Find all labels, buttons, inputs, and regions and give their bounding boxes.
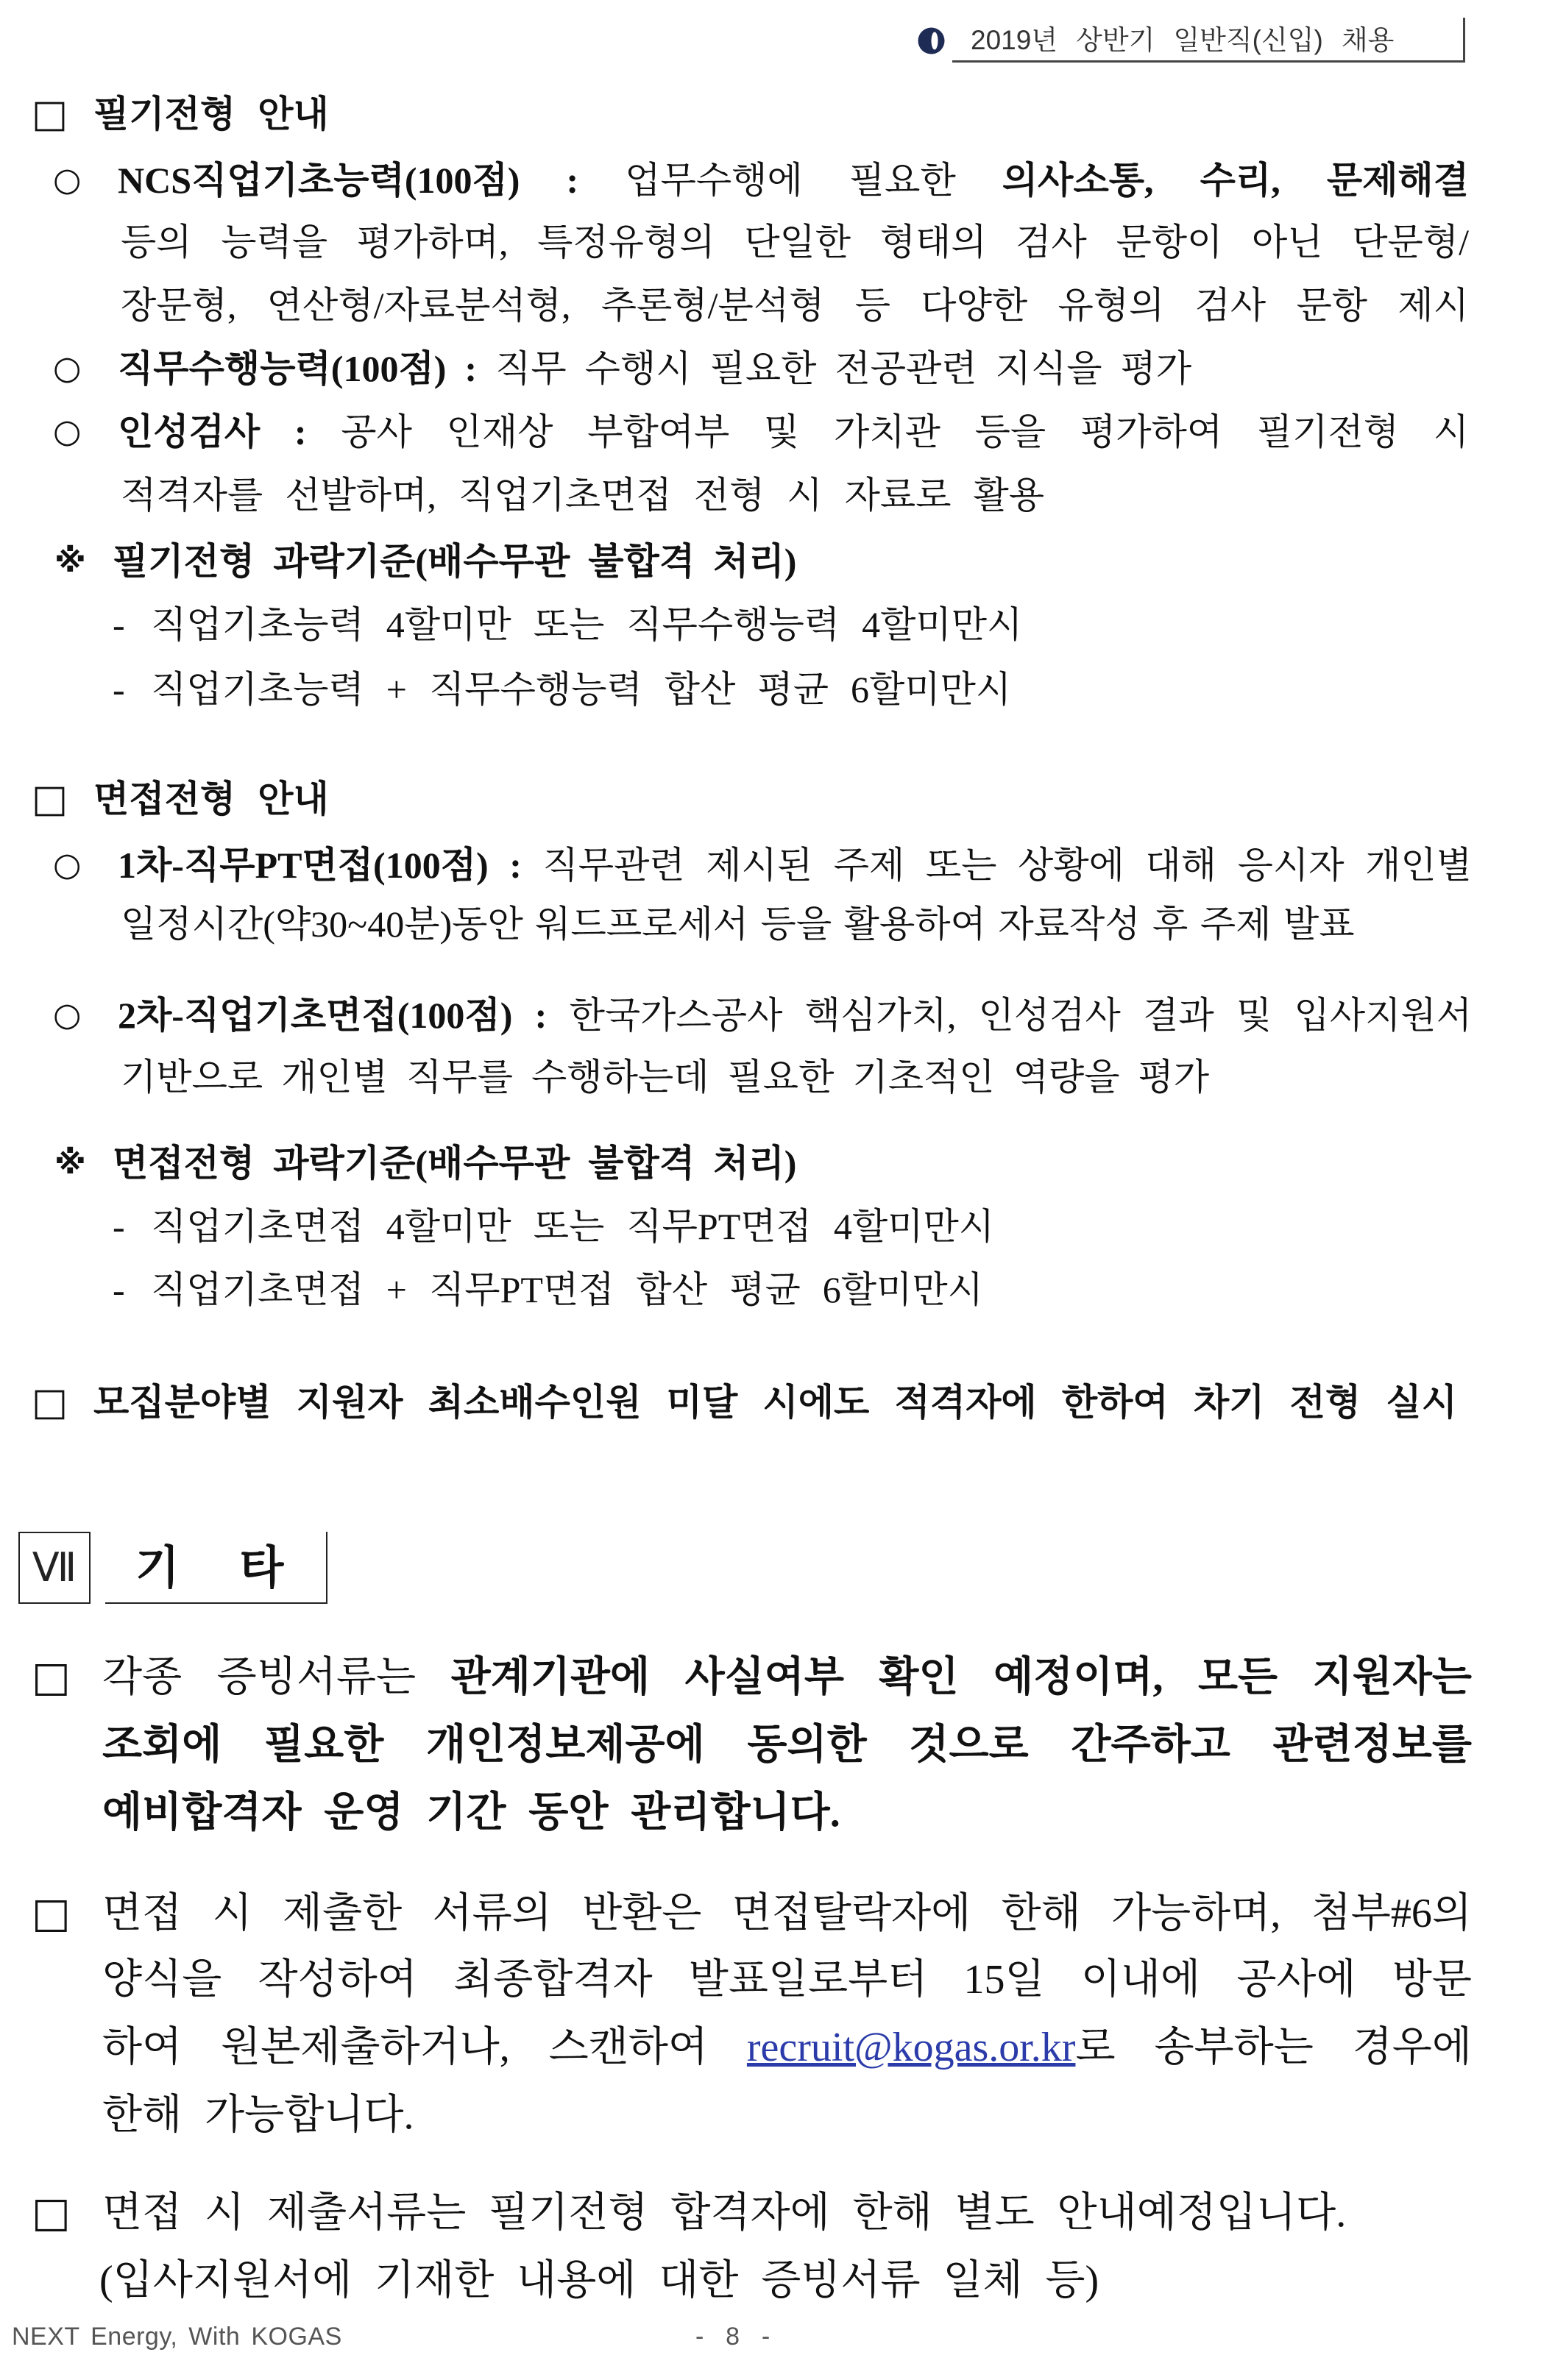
heading-box-marker: □	[32, 1889, 71, 1937]
document-return-line-4: 한해 가능합니다.	[102, 2092, 414, 2138]
first-interview-text: 직무관련 제시된 주제 또는 상황에 대해 응시자 개인별	[542, 845, 1473, 886]
ncs-emphasis: 의사소통, 수리, 문제해결	[1002, 160, 1470, 201]
written-exam-heading-text: 필기전형 안내	[93, 93, 329, 135]
interview-heading-text: 면접전형 안내	[93, 778, 329, 820]
reference-mark: ※	[54, 1144, 86, 1182]
verification-emphasis-3: 예비합격자 운영 기간 동안 관리합니다.	[102, 1790, 840, 1836]
heading-box-marker: □	[32, 92, 68, 136]
written-cutoff-rule: 직업기초능력 + 직무수행능력 합산 평균 6할미만시	[151, 669, 1012, 710]
first-interview-line	[118, 836, 1472, 895]
personality-line-2: 적격자를 선발하며, 직업기초면접 전형 시 자료로 활용	[121, 475, 1045, 516]
recruitment-notice	[93, 1373, 1457, 1432]
personality-separator: :	[294, 411, 307, 452]
dash-marker: -	[113, 1269, 125, 1310]
bullet-circle-marker: ○	[53, 161, 82, 199]
submission-line-1: 면접 시 제출서류는 필기전형 합격자에 한해 별도 안내예정입니다.	[102, 2190, 1347, 2236]
heading-box-marker: □	[32, 777, 68, 821]
second-interview-separator: :	[534, 995, 548, 1036]
document-return-line-2: 양식을 작성하여 최종합격자 발표일로부터 15일 이내에 공사에 방문	[102, 1957, 1472, 2003]
document-return-line-3	[102, 2014, 1472, 2081]
dash-marker: -	[113, 1206, 125, 1247]
ncs-separator: :	[566, 160, 579, 201]
bullet-circle-marker: ○	[53, 349, 82, 387]
written-exam-heading	[93, 85, 329, 143]
job-ability-line	[118, 339, 1191, 398]
bullet-circle-marker: ○	[53, 846, 82, 884]
second-interview-line-2: 기반으로 개인별 직무를 수행하는데 필요한 기초적인 역량을 평가	[121, 1056, 1210, 1098]
interview-cutoff-title-text: 면접전형 과락기준(배수무관 불합격 처리)	[113, 1143, 797, 1184]
dash-marker: -	[113, 669, 125, 710]
verification-emphasis-2: 조회에 필요한 개인정보제공에 동의한 것으로 간주하고 관련정보를	[102, 1722, 1472, 1768]
section-number-box: Ⅶ	[18, 1532, 91, 1604]
section-title: 기 타	[135, 1541, 284, 1594]
ncs-line	[118, 151, 1469, 210]
verification-emphasis-1: 관계기관에 사실여부 확인 예정이며, 모든 지원자는	[450, 1655, 1472, 1700]
ncs-text: 업무수행에 필요한	[625, 160, 956, 201]
verification-pre: 각종 증빙서류는	[102, 1655, 417, 1700]
bullet-circle-marker: ○	[53, 413, 82, 450]
email-link[interactable]: recruit@kogas.or.kr	[746, 2025, 1076, 2070]
document-return-line-1: 면접 시 제출한 서류의 반환은 면접탈락자에 한해 가능하며, 첨부#6의	[102, 1891, 1472, 1936]
half-circle-icon	[918, 27, 945, 54]
verification-line-3	[102, 1780, 840, 1846]
submission-line-2: (입사지원서에 기재한 내용에 대한 증빙서류 일체 등)	[99, 2258, 1099, 2303]
job-ability-separator: :	[464, 348, 478, 389]
first-interview-label: 1차-직무PT면접(100점)	[118, 845, 489, 886]
reference-mark: ※	[54, 542, 86, 580]
bullet-circle-marker: ○	[53, 996, 82, 1034]
interview-cutoff-rule: 직업기초면접 4할미만 또는 직무PT면접 4할미만시	[151, 1206, 995, 1247]
interview-cutoff-title	[113, 1134, 796, 1193]
dash-marker: -	[113, 604, 125, 645]
personality-text: 공사 인재상 부합여부 및 가치관 등을 평가하여 필기전형 시	[341, 411, 1470, 452]
first-interview-separator: :	[509, 845, 522, 886]
written-cutoff-rule: 직업기초능력 4할미만 또는 직무수행능력 4할미만시	[151, 604, 1023, 645]
document-return-pre: 하여 원본제출하거나, 스캔하여	[102, 2025, 709, 2070]
ncs-label: NCS직업기초능력(100점)	[118, 160, 520, 201]
first-interview-line-2: 일정시간(약30~40분)동안 워드프로세서 등을 활용하여 자료작성 후 주제 발표	[121, 903, 1355, 945]
personality-label: 인성검사	[118, 411, 261, 452]
footer-slogan: NEXT Energy, With KOGAS	[12, 2323, 342, 2351]
verification-line-2	[102, 1712, 1472, 1778]
job-ability-text: 직무 수행시 필요한 전공관련 지식을 평가	[495, 348, 1192, 389]
header-title: 2019년 상반기 일반직(신입) 채용	[971, 25, 1395, 55]
second-interview-line	[118, 986, 1472, 1045]
document-return-post: 로 송부하는 경우에	[1075, 2025, 1472, 2070]
interview-heading	[93, 770, 329, 828]
verification-line-1	[102, 1644, 1472, 1711]
heading-box-marker: □	[32, 1380, 68, 1424]
ncs-line-3: 장문형, 연산형/자료분석형, 추론형/분석형 등 다양한 유형의 검사 문항 제시	[121, 285, 1469, 326]
written-cutoff-title-text: 필기전형 과락기준(배수무관 불합격 처리)	[113, 541, 797, 582]
second-interview-text: 한국가스공사 핵심가치, 인성검사 결과 및 입사지원서	[569, 995, 1473, 1036]
written-cutoff-title	[113, 532, 796, 591]
recruitment-notice-text: 모집분야별 지원자 최소배수인원 미달 시에도 적격자에 한하여 차기 전형 실시	[93, 1382, 1457, 1423]
ncs-line-2: 등의 능력을 평가하며, 특정유형의 단일한 형태의 검사 문항이 아닌 단문형/	[121, 221, 1469, 263]
job-ability-label: 직무수행능력(100점)	[118, 348, 447, 389]
second-interview-label: 2차-직업기초면접(100점)	[118, 995, 513, 1036]
personality-line	[118, 402, 1469, 461]
page-number: - 8 -	[695, 2323, 770, 2351]
heading-box-marker: □	[32, 2189, 71, 2237]
heading-box-marker: □	[32, 1653, 71, 1701]
interview-cutoff-rule: 직업기초면접 + 직무PT면접 합산 평균 6할미만시	[151, 1269, 983, 1310]
section-title-frame	[105, 1532, 327, 1604]
